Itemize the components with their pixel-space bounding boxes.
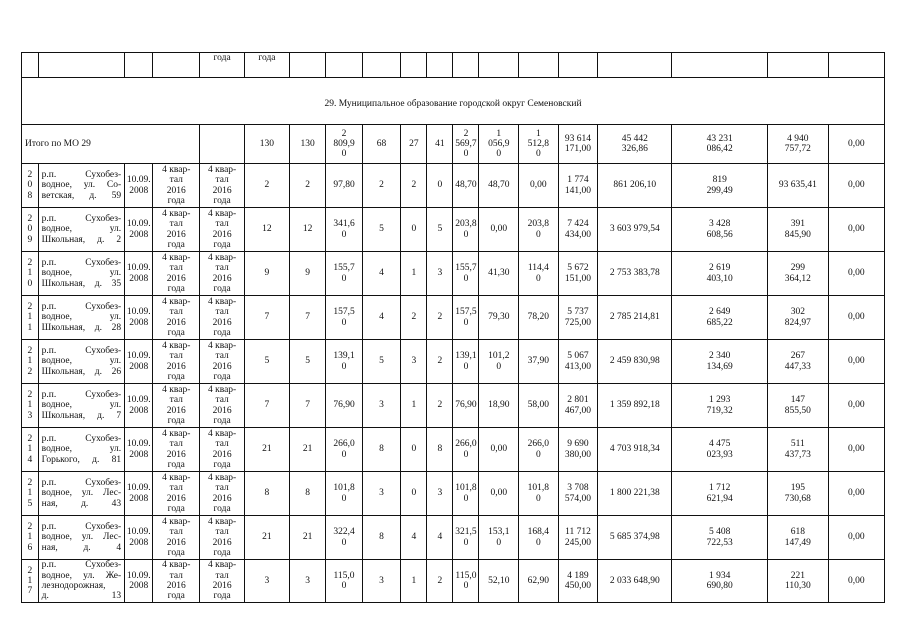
table-cell: 4 квар- тал 2016 года — [153, 252, 200, 296]
table-cell: 861 206,10 — [598, 164, 672, 208]
table-cell: 4 — [427, 516, 453, 560]
table-cell: 3 — [362, 384, 401, 428]
table-cell: 1 934 690,80 — [672, 560, 768, 603]
table-row — [22, 164, 885, 208]
table-cell: 45 442 326,86 — [598, 125, 672, 164]
table-cell: 2 809,9 0 — [326, 125, 362, 164]
table-cell: 157,5 0 — [453, 296, 479, 340]
table-cell: 79,30 — [479, 296, 519, 340]
table-cell: 3 428 608,56 — [672, 208, 768, 252]
table-cell: 4 квар- тал 2016 года — [200, 208, 245, 252]
table-cell: 7 — [289, 296, 325, 340]
table-cell: 4 квар- тал 2016 года — [200, 164, 245, 208]
table-cell: 0 — [401, 472, 427, 516]
table-row — [22, 208, 885, 252]
table-cell — [125, 53, 153, 78]
row-number-cell: 2 0 8 — [22, 164, 39, 208]
table-cell: 4 — [362, 296, 401, 340]
table-cell: 266,0 0 — [326, 428, 362, 472]
table-cell: 41,30 — [479, 252, 519, 296]
table-cell: 4 квар- тал 2016 года — [153, 472, 200, 516]
table-cell — [289, 53, 325, 78]
table-row — [22, 252, 885, 296]
table-cell: 11 712 245,00 — [558, 516, 598, 560]
table-cell: 4 квар- тал 2016 года — [200, 560, 245, 603]
table-cell: 37,90 — [519, 340, 559, 384]
table-cell — [427, 53, 453, 78]
table-cell: 2 801 467,00 — [558, 384, 598, 428]
table-cell: 0,00 — [828, 252, 884, 296]
table-row — [22, 516, 885, 560]
table-cell: 5 — [362, 208, 401, 252]
table-cell: 4 квар- тал 2016 года — [153, 340, 200, 384]
row-number-cell: 2 1 5 — [22, 472, 39, 516]
table-cell: 0,00 — [828, 125, 884, 164]
row-number-cell: 2 1 1 — [22, 296, 39, 340]
table-cell — [558, 53, 598, 78]
table-cell: 153,1 0 — [479, 516, 519, 560]
table-cell: 101,8 0 — [326, 472, 362, 516]
table-cell — [598, 53, 672, 78]
table-cell: 2 — [427, 384, 453, 428]
table-cell: 5 672 151,00 — [558, 252, 598, 296]
table-cell: 48,70 — [453, 164, 479, 208]
table-cell: 101,8 0 — [519, 472, 559, 516]
table-cell: 130 — [289, 125, 325, 164]
table-cell: 2 — [289, 164, 325, 208]
table-cell — [22, 53, 39, 78]
table-cell: 2 785 214,81 — [598, 296, 672, 340]
address-cell: р.п. Сухобез- водное, ул. Со- ветская, д. 59 — [38, 164, 125, 208]
table-cell: 4 квар- тал 2016 года — [200, 384, 245, 428]
table-cell: 4 квар- тал 2016 года — [200, 340, 245, 384]
table-cell: 2 — [401, 164, 427, 208]
table-cell: 1 359 892,18 — [598, 384, 672, 428]
table-cell: 266,0 0 — [453, 428, 479, 472]
table-cell: 1 774 141,00 — [558, 164, 598, 208]
table-cell: 97,80 — [326, 164, 362, 208]
address-cell: р.п. Сухобез- водное, ул. Лес- ная, д. 43 — [38, 472, 125, 516]
table-cell: 10.09. 2008 — [125, 516, 153, 560]
table-row — [22, 428, 885, 472]
table-cell: 1 — [401, 384, 427, 428]
table-cell: 68 — [362, 125, 401, 164]
table-cell: 10.09. 2008 — [125, 208, 153, 252]
table-cell: 52,10 — [479, 560, 519, 603]
table-cell: 203,8 0 — [453, 208, 479, 252]
address-cell: р.п. Сухобез- водное, ул. Горького, д. 81 — [38, 428, 125, 472]
address-cell: р.п. Сухобез- водное, ул. Школьная, д. 7 — [38, 384, 125, 428]
table-cell — [828, 53, 884, 78]
table-cell: 10.09. 2008 — [125, 340, 153, 384]
table-cell: 0,00 — [519, 164, 559, 208]
table-cell: 5 685 374,98 — [598, 516, 672, 560]
table-cell: 0,00 — [828, 560, 884, 603]
table-cell: 3 603 979,54 — [598, 208, 672, 252]
table-cell: 1 — [401, 252, 427, 296]
table-cell: 9 — [245, 252, 290, 296]
table-cell: 3 — [427, 252, 453, 296]
table-cell: 4 квар- тал 2016 года — [153, 296, 200, 340]
table-cell: 9 690 380,00 — [558, 428, 598, 472]
table-cell: 76,90 — [453, 384, 479, 428]
table-cell: 93 614 171,00 — [558, 125, 598, 164]
table-cell — [401, 53, 427, 78]
table-cell — [768, 53, 828, 78]
table-cell — [38, 53, 125, 78]
table-cell: 8 — [427, 428, 453, 472]
table-cell: 203,8 0 — [519, 208, 559, 252]
table-cell: 48,70 — [479, 164, 519, 208]
table-cell: 2 340 134,69 — [672, 340, 768, 384]
table-cell: 10.09. 2008 — [125, 428, 153, 472]
table-cell — [519, 53, 559, 78]
table-cell: 5 — [427, 208, 453, 252]
table-cell: 618 147,49 — [768, 516, 828, 560]
table-cell: 0,00 — [828, 296, 884, 340]
address-cell: р.п. Сухобез- водное, ул. Же- лезнодорожная, д. 13 — [38, 560, 125, 603]
address-cell: р.п. Сухобез- водное, ул. Лес- ная, д. 4 — [38, 516, 125, 560]
table-cell: 0,00 — [828, 384, 884, 428]
table-cell: 266,0 0 — [519, 428, 559, 472]
table-cell: 101,8 0 — [453, 472, 479, 516]
housing-program-table — [21, 52, 885, 603]
table-cell: 3 — [401, 340, 427, 384]
table-cell: 4 940 757,72 — [768, 125, 828, 164]
table-cell: 9 — [289, 252, 325, 296]
table-cell — [153, 53, 200, 78]
row-number-cell: 2 1 3 — [22, 384, 39, 428]
table-cell: 21 — [245, 516, 290, 560]
table-row — [22, 340, 885, 384]
table-cell: 4 квар- тал 2016 года — [200, 252, 245, 296]
table-cell: 0,00 — [828, 516, 884, 560]
table-cell: 267 447,33 — [768, 340, 828, 384]
table-cell: 78,20 — [519, 296, 559, 340]
table-cell: 147 855,50 — [768, 384, 828, 428]
table-cell: 2 — [427, 340, 453, 384]
table-cell: 2 — [245, 164, 290, 208]
table-cell: года — [245, 53, 290, 78]
row-number-cell: 2 0 9 — [22, 208, 39, 252]
table-cell: 18,90 — [479, 384, 519, 428]
table-cell: 93 635,41 — [768, 164, 828, 208]
table-cell: 5 — [362, 340, 401, 384]
table-cell: 195 730,68 — [768, 472, 828, 516]
address-cell: р.п. Сухобез- водное, ул. Школьная, д. 2 — [38, 208, 125, 252]
row-number-cell: 2 1 4 — [22, 428, 39, 472]
table-cell: 5 — [289, 340, 325, 384]
table-cell: 58,00 — [519, 384, 559, 428]
table-cell: 130 — [245, 125, 290, 164]
table-cell: 1 712 621,94 — [672, 472, 768, 516]
table-body — [22, 53, 885, 603]
address-cell: р.п. Сухобез- водное, ул. Школьная, д. 26 — [38, 340, 125, 384]
header-row — [22, 53, 885, 78]
row-number-cell: 2 1 0 — [22, 252, 39, 296]
table-cell: 21 — [289, 516, 325, 560]
table-cell: 0,00 — [479, 472, 519, 516]
table-cell: 302 824,97 — [768, 296, 828, 340]
table-cell: 62,90 — [519, 560, 559, 603]
table-cell: 155,7 0 — [453, 252, 479, 296]
table-cell: 0,00 — [828, 340, 884, 384]
table-cell: 157,5 0 — [326, 296, 362, 340]
table-cell: 5 737 725,00 — [558, 296, 598, 340]
table-cell: 139,1 0 — [326, 340, 362, 384]
table-cell — [326, 53, 362, 78]
table-cell: 299 364,12 — [768, 252, 828, 296]
table-cell: 1 800 221,38 — [598, 472, 672, 516]
table-cell: 5 — [245, 340, 290, 384]
table-cell: 4 квар- тал 2016 года — [153, 208, 200, 252]
table-row — [22, 472, 885, 516]
table-cell: 4 703 918,34 — [598, 428, 672, 472]
table-cell: 819 299,49 — [672, 164, 768, 208]
table-cell: 101,2 0 — [479, 340, 519, 384]
table-cell: 2 — [362, 164, 401, 208]
table-cell: 4 475 023,93 — [672, 428, 768, 472]
table-cell: 2 — [427, 296, 453, 340]
section-title: 29. Муниципальное образование городской округ Семеновский — [22, 78, 885, 125]
table-cell: 4 — [362, 252, 401, 296]
table-cell: 2 753 383,78 — [598, 252, 672, 296]
table-cell: 0,00 — [479, 428, 519, 472]
table-cell: 391 845,90 — [768, 208, 828, 252]
table-cell: 4 квар- тал 2016 года — [153, 428, 200, 472]
table-cell: 10.09. 2008 — [125, 164, 153, 208]
table-cell: 7 — [245, 384, 290, 428]
table-cell: 5 408 722,53 — [672, 516, 768, 560]
table-cell: 4 квар- тал 2016 года — [200, 428, 245, 472]
table-cell: 2 033 648,90 — [598, 560, 672, 603]
table-cell: 221 110,30 — [768, 560, 828, 603]
table-cell: 12 — [245, 208, 290, 252]
table-cell: 168,4 0 — [519, 516, 559, 560]
table-cell: 0 — [401, 208, 427, 252]
table-cell: 21 — [245, 428, 290, 472]
table-cell: 4 квар- тал 2016 года — [153, 516, 200, 560]
table-cell: 4 квар- тал 2016 года — [200, 472, 245, 516]
table-cell: 115,0 0 — [326, 560, 362, 603]
table-cell: года — [200, 53, 245, 78]
table-cell: 27 — [401, 125, 427, 164]
table-cell: 2 — [401, 296, 427, 340]
table-cell: 4 189 450,00 — [558, 560, 598, 603]
table-cell: 3 708 574,00 — [558, 472, 598, 516]
table-cell: 139,1 0 — [453, 340, 479, 384]
table-cell: 0 — [427, 164, 453, 208]
table-cell: 4 квар- тал 2016 года — [153, 384, 200, 428]
table-cell: 322,4 0 — [326, 516, 362, 560]
table-cell: 2 649 685,22 — [672, 296, 768, 340]
table-cell: 3 — [362, 472, 401, 516]
table-row — [22, 560, 885, 603]
table-cell: 1 293 719,32 — [672, 384, 768, 428]
table-cell: 3 — [289, 560, 325, 603]
table-cell: 2 459 830,98 — [598, 340, 672, 384]
table-row — [22, 384, 885, 428]
table-cell: 43 231 086,42 — [672, 125, 768, 164]
table-cell — [362, 53, 401, 78]
table-cell: 4 квар- тал 2016 года — [200, 296, 245, 340]
table-cell: 4 квар- тал 2016 года — [153, 164, 200, 208]
table-cell: 5 067 413,00 — [558, 340, 598, 384]
table-cell: 10.09. 2008 — [125, 560, 153, 603]
table-cell: 1 — [401, 560, 427, 603]
row-number-cell: 2 1 7 — [22, 560, 39, 603]
table-cell: 7 424 434,00 — [558, 208, 598, 252]
table-cell: 8 — [245, 472, 290, 516]
table-cell: 155,7 0 — [326, 252, 362, 296]
table-cell: 115,0 0 — [453, 560, 479, 603]
table-cell: 4 квар- тал 2016 года — [153, 560, 200, 603]
table-cell: 0,00 — [828, 164, 884, 208]
table-cell: 2 619 403,10 — [672, 252, 768, 296]
table-cell: 76,90 — [326, 384, 362, 428]
table-cell: 41 — [427, 125, 453, 164]
table-cell: 10.09. 2008 — [125, 472, 153, 516]
table-cell: 8 — [362, 516, 401, 560]
table-cell: 4 — [401, 516, 427, 560]
table-cell: 2 — [427, 560, 453, 603]
table-cell: 114,4 0 — [519, 252, 559, 296]
table-row — [22, 296, 885, 340]
table-cell: 2 569,7 0 — [453, 125, 479, 164]
table-cell — [672, 53, 768, 78]
table-cell: 0,00 — [828, 208, 884, 252]
table-cell: 511 437,73 — [768, 428, 828, 472]
address-cell: р.п. Сухобез- водное, ул. Школьная, д. 35 — [38, 252, 125, 296]
table-cell: 1 056,9 0 — [479, 125, 519, 164]
table-cell: 12 — [289, 208, 325, 252]
table-cell: 1 512,8 0 — [519, 125, 559, 164]
table-cell: 321,5 0 — [453, 516, 479, 560]
table-cell — [453, 53, 479, 78]
table-cell: 341,6 0 — [326, 208, 362, 252]
table-cell: 10.09. 2008 — [125, 296, 153, 340]
table-cell: 0,00 — [479, 208, 519, 252]
table-cell: 0 — [401, 428, 427, 472]
table-cell: 7 — [245, 296, 290, 340]
table-cell: 8 — [289, 472, 325, 516]
table-cell — [479, 53, 519, 78]
table-cell: 3 — [362, 560, 401, 603]
total-row — [22, 125, 885, 164]
table-cell: 4 квар- тал 2016 года — [200, 516, 245, 560]
table-cell: 10.09. 2008 — [125, 384, 153, 428]
table-cell: 21 — [289, 428, 325, 472]
row-number-cell: 2 1 2 — [22, 340, 39, 384]
table-cell — [200, 125, 245, 164]
row-number-cell: 2 1 6 — [22, 516, 39, 560]
address-cell: р.п. Сухобез- водное, ул. Школьная, д. 28 — [38, 296, 125, 340]
table-cell: 8 — [362, 428, 401, 472]
table-cell: 7 — [289, 384, 325, 428]
table-cell: 0,00 — [828, 472, 884, 516]
table-cell: 3 — [427, 472, 453, 516]
table-cell: 3 — [245, 560, 290, 603]
section-title-row — [22, 78, 885, 125]
table-cell: 10.09. 2008 — [125, 252, 153, 296]
table-cell: 0,00 — [828, 428, 884, 472]
total-label: Итого по МО 29 — [22, 125, 200, 164]
